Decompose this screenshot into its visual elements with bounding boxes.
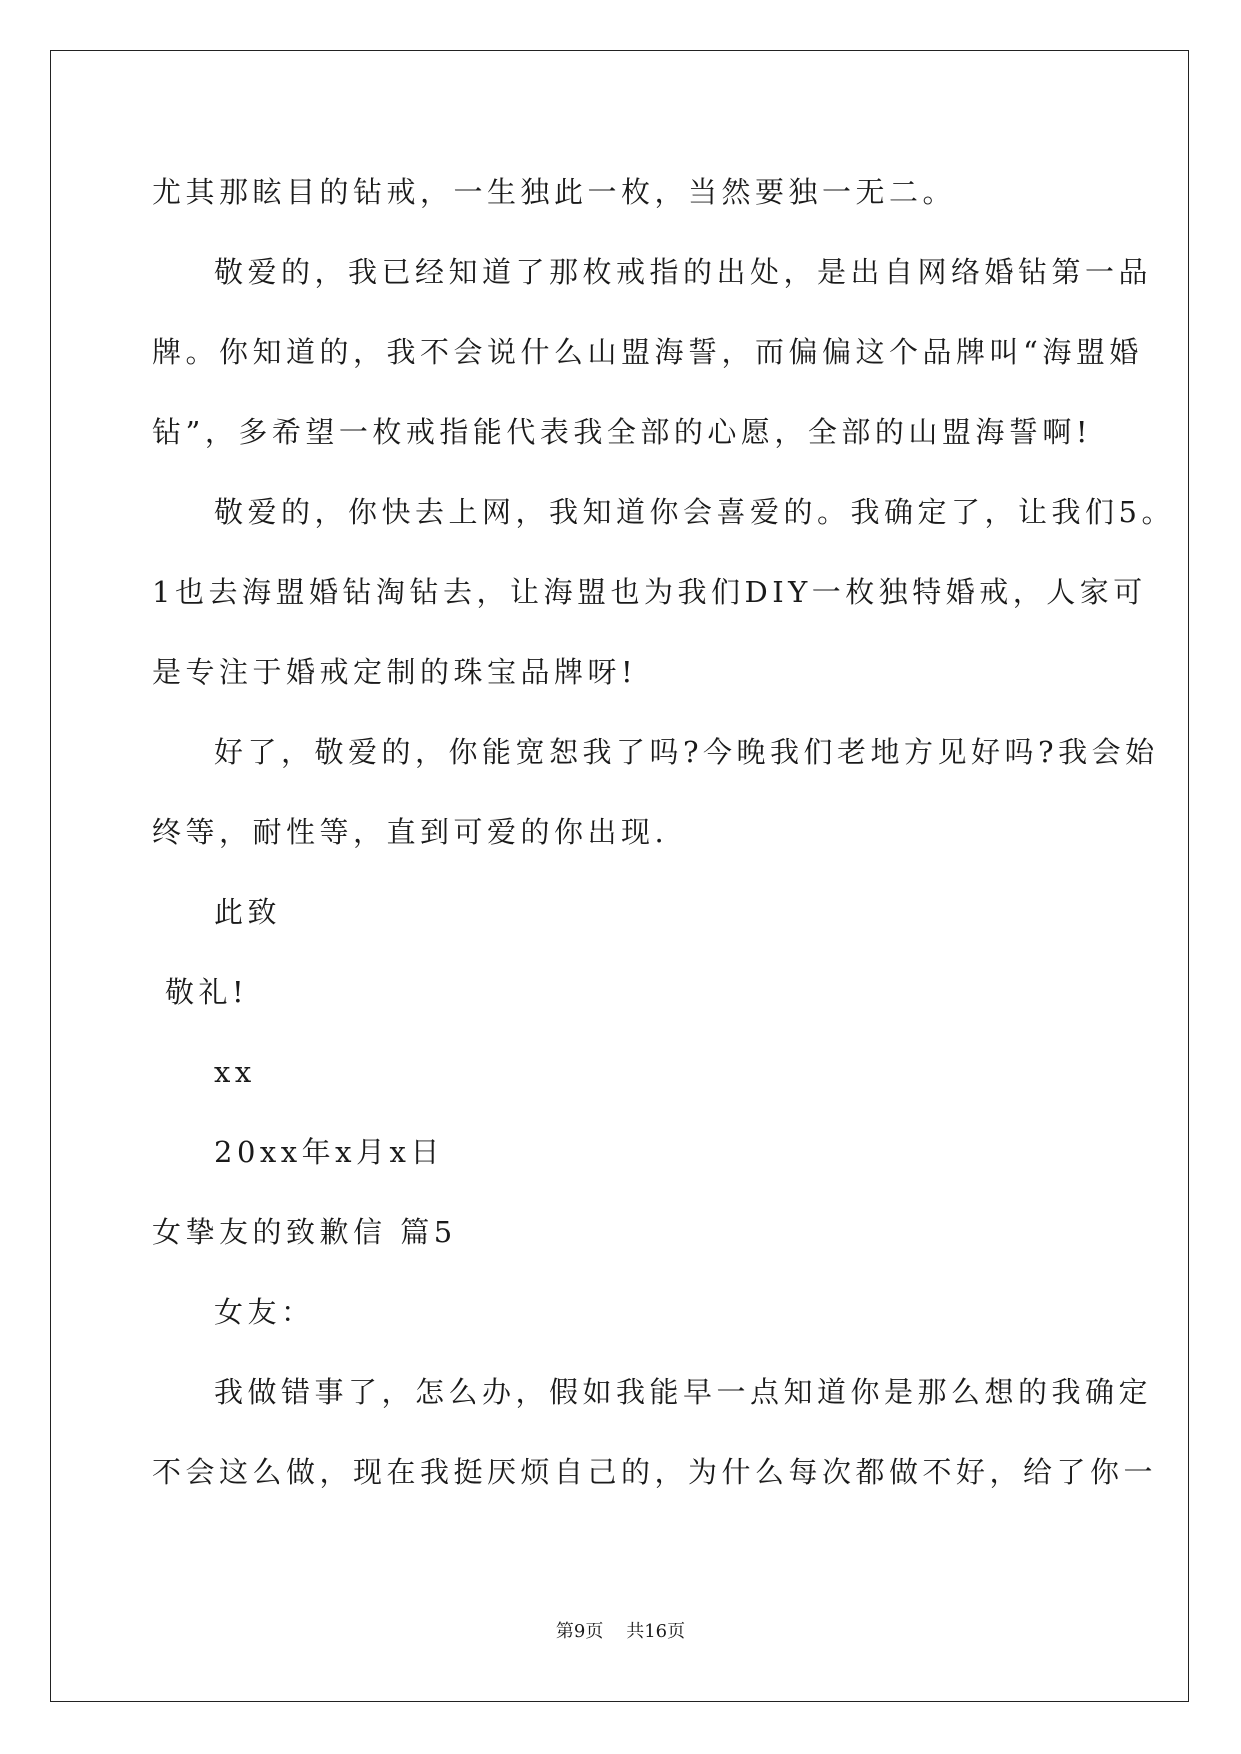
- page-footer: [0, 1620, 1241, 1644]
- body-line-7: 是专注于婚戒定制的珠宝品牌呀!: [152, 655, 638, 689]
- body-line-10: 我做错事了，怎么办，假如我能早一点知道你是那么想的我确定: [214, 1375, 1153, 1409]
- body-line-11: 不会这么做，现在我挺厌烦自己的，为什么每次都做不好，给了你一: [152, 1455, 1158, 1489]
- body-line-5: 敬爱的，你快去上网，我知道你会喜爱的。我确定了，让我们5。: [214, 495, 1175, 529]
- signature-date: 20xx年x月x日: [214, 1135, 444, 1169]
- body-line-2: 敬爱的，我已经知道了那枚戒指的出处，是出自网络婚钻第一品: [214, 255, 1153, 289]
- body-line-3: 牌。你知道的，我不会说什么山盟海誓，而偏偏这个品牌叫“海盟婚: [152, 335, 1143, 369]
- signature-name: xx: [214, 1055, 256, 1089]
- section-heading: 女挚友的致歉信 篇5: [152, 1215, 457, 1249]
- body-line-4: 钻”，多希望一枚戒指能代表我全部的心愿，全部的山盟海誓啊!: [152, 415, 1092, 449]
- page-number-current: 第9页: [555, 1621, 604, 1642]
- page-number-total: 共16页: [626, 1621, 686, 1642]
- body-line-9: 终等，耐性等，直到可爱的你出现.: [152, 815, 669, 849]
- salutation-cizhi: 此致: [214, 895, 282, 929]
- body-line-8: 好了，敬爱的，你能宽恕我了吗?今晚我们老地方见好吗?我会始: [214, 735, 1159, 769]
- greeting-line: 女友：: [214, 1295, 315, 1329]
- body-line-6: 1也去海盟婚钻淘钻去，让海盟也为我们DIY一枚独特婚戒，人家可: [152, 575, 1147, 609]
- salutation-jingli: 敬礼!: [165, 975, 249, 1009]
- body-line-1: 尤其那眩目的钻戒，一生独此一枚，当然要独一无二。: [152, 175, 957, 209]
